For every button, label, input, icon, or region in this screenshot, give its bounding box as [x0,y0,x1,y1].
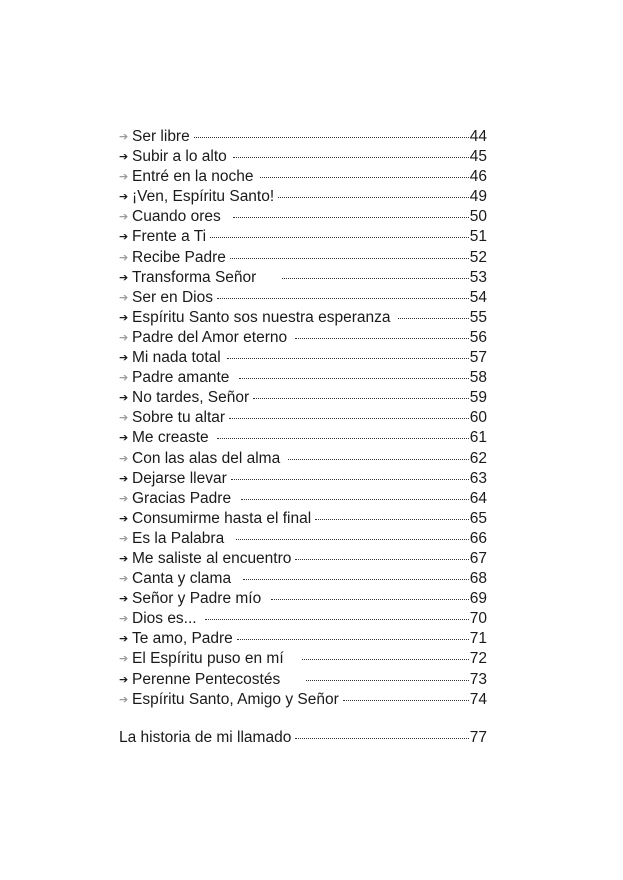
toc-entry-page: 62 [469,449,487,467]
arrow-right-icon: ➔ [119,251,129,264]
toc-entry-page: 57 [469,349,487,367]
toc-entry [119,469,487,489]
dot-leader [295,738,468,739]
toc-entry [119,227,487,247]
toc-entry [119,388,487,408]
arrow-right-icon: ➔ [119,472,129,485]
toc-entry-title: El Espíritu puso en mí [132,650,284,668]
toc-entry-title: Espíritu Santo, Amigo y Señor [132,690,339,708]
toc-entry-title: ¡Ven, Espíritu Santo! [132,188,275,206]
toc-entry [119,167,487,187]
dot-leader [253,398,469,399]
toc-entry-page: 63 [469,469,487,487]
arrow-right-icon: ➔ [119,532,129,545]
toc-entry-title: Entré en la noche [132,168,254,186]
toc-entry-title: Padre del Amor eterno [132,328,288,346]
toc-entry-page: 66 [469,529,487,547]
toc-entry-page: 67 [469,549,487,567]
dot-leader [230,258,469,259]
dot-leader [295,559,468,560]
toc-entry-page: 72 [469,650,487,668]
toc-entry-page: 73 [469,670,487,688]
toc-entry-page: 44 [469,128,487,145]
toc-entry-title: Perenne Pentecostés [132,670,281,688]
toc-entry [119,187,487,207]
toc-entry-title: Consumirme hasta el final [132,509,312,527]
toc-entry-title: La historia de mi llamado [119,729,292,746]
toc-entry-title: Me saliste al encuentro [132,549,292,567]
toc-entry-title: Ser libre [132,128,190,145]
toc-entry-title: Te amo, Padre [132,630,233,648]
dot-leader [288,459,469,460]
toc-entry-title: Frente a Ti [132,228,207,246]
dot-leader [239,378,468,379]
toc-entry-page: 77 [469,729,487,746]
dot-leader [194,137,469,138]
dot-leader [306,680,469,681]
dot-leader [233,157,469,158]
dot-leader [236,539,469,540]
arrow-right-icon: ➔ [119,673,129,686]
toc-entry-page: 53 [469,268,487,286]
toc-entry-page: 64 [469,489,487,507]
arrow-right-icon: ➔ [119,412,129,425]
dot-leader [398,318,468,319]
toc-entry-page: 45 [469,148,487,166]
toc-entry-title: Subir a lo alto [132,148,227,166]
toc-entry-page: 71 [469,630,487,648]
arrow-right-icon: ➔ [119,372,129,385]
toc-entry-title: Dejarse llevar [132,469,227,487]
toc-entry [119,589,487,609]
toc-entry-title: Padre amante [132,369,230,387]
dot-leader [217,298,469,299]
toc-entry [119,449,487,469]
dot-leader [271,599,469,600]
toc-entry-title: Sobre tu altar [132,409,226,427]
toc-entry [119,549,487,569]
toc-entry-title: Señor y Padre mío [132,590,262,608]
dot-leader [302,659,469,660]
dot-leader [241,499,469,500]
toc-entry [119,408,487,428]
toc-final-entry [119,728,487,748]
toc-entry [119,690,487,710]
toc-entry-page: 49 [469,188,487,206]
toc-entry [119,569,487,589]
dot-leader [282,278,468,279]
toc-entry-page: 69 [469,590,487,608]
toc-entry-page: 55 [469,308,487,326]
arrow-right-icon: ➔ [119,291,129,304]
arrow-right-icon: ➔ [119,693,129,706]
arrow-right-icon: ➔ [119,271,129,284]
arrow-right-icon: ➔ [119,552,129,565]
toc-entry-title: Mi nada total [132,349,221,367]
toc-entry-title: Recibe Padre [132,248,226,266]
toc-entry-page: 65 [469,509,487,527]
toc-entry-page: 58 [469,369,487,387]
dot-leader [278,197,469,198]
toc-entry [119,308,487,328]
toc-entry-title: Transforma Señor [132,268,257,286]
toc-entry-title: Me creaste [132,429,209,447]
arrow-right-icon: ➔ [119,211,129,224]
arrow-right-icon: ➔ [119,392,129,405]
toc-entry-page: 50 [469,208,487,226]
dot-leader [237,639,469,640]
toc-entry-page: 46 [469,168,487,186]
toc-entry [119,288,487,308]
dot-leader [343,700,469,701]
toc-entry [119,509,487,529]
dot-leader [315,519,469,520]
arrow-right-icon: ➔ [119,492,129,505]
dot-leader [295,338,469,339]
toc-entry [119,147,487,167]
dot-leader [205,619,469,620]
toc-entry-title: Cuando ores [132,208,221,226]
toc-entry-title: Ser en Dios [132,288,213,306]
dot-leader [231,479,469,480]
toc-entry [119,248,487,268]
arrow-right-icon: ➔ [119,151,129,164]
arrow-right-icon: ➔ [119,352,129,365]
toc-entry [119,207,487,227]
dot-leader [229,418,469,419]
arrow-right-icon: ➔ [119,512,129,525]
arrow-right-icon: ➔ [119,593,129,606]
toc-entry-page: 68 [469,570,487,588]
toc-entry-title: Espíritu Santo sos nuestra esperanza [132,308,391,326]
toc-entry [119,348,487,368]
toc-entry [119,529,487,549]
dot-leader [243,579,469,580]
dot-leader [233,217,469,218]
toc-entry [119,428,487,448]
toc-entry-title: Con las alas del alma [132,449,281,467]
toc-entry-title: Dios es... [132,610,197,628]
arrow-right-icon: ➔ [119,452,129,465]
toc-entry-page: 60 [469,409,487,427]
dot-leader [217,438,469,439]
toc-entry [119,268,487,288]
toc-entry [119,609,487,629]
arrow-right-icon: ➔ [119,633,129,646]
toc-entry-title: No tardes, Señor [132,389,250,407]
toc-entry-title: Es la Palabra [132,529,225,547]
arrow-right-icon: ➔ [119,171,129,184]
arrow-right-icon: ➔ [119,191,129,204]
toc-entry-page: 54 [469,288,487,306]
arrow-right-icon: ➔ [119,231,129,244]
toc-entry-title: Canta y clama [132,570,232,588]
toc-entry-page: 51 [469,228,487,246]
toc-entry-page: 56 [469,328,487,346]
toc-entry-page: 74 [469,690,487,708]
toc-entry-page: 70 [469,610,487,628]
toc-entry [119,489,487,509]
arrow-right-icon: ➔ [119,573,129,586]
toc-entry [119,368,487,388]
table-of-contents [119,127,487,710]
toc-entry [119,629,487,649]
arrow-right-icon: ➔ [119,653,129,666]
toc-entry [119,670,487,690]
arrow-right-icon: ➔ [119,432,129,445]
dot-leader [260,177,469,178]
toc-entry-page: 59 [469,389,487,407]
toc-entry-page: 61 [469,429,487,447]
toc-entry [119,649,487,669]
arrow-right-icon: ➔ [119,613,129,626]
toc-entry-title: Gracias Padre [132,489,232,507]
toc-entry [119,328,487,348]
arrow-right-icon: ➔ [119,311,129,324]
toc-entry [119,127,487,147]
toc-entry-page: 52 [469,248,487,266]
dot-leader [210,237,469,238]
arrow-right-icon: ➔ [119,131,129,143]
arrow-right-icon: ➔ [119,331,129,344]
dot-leader [227,358,469,359]
